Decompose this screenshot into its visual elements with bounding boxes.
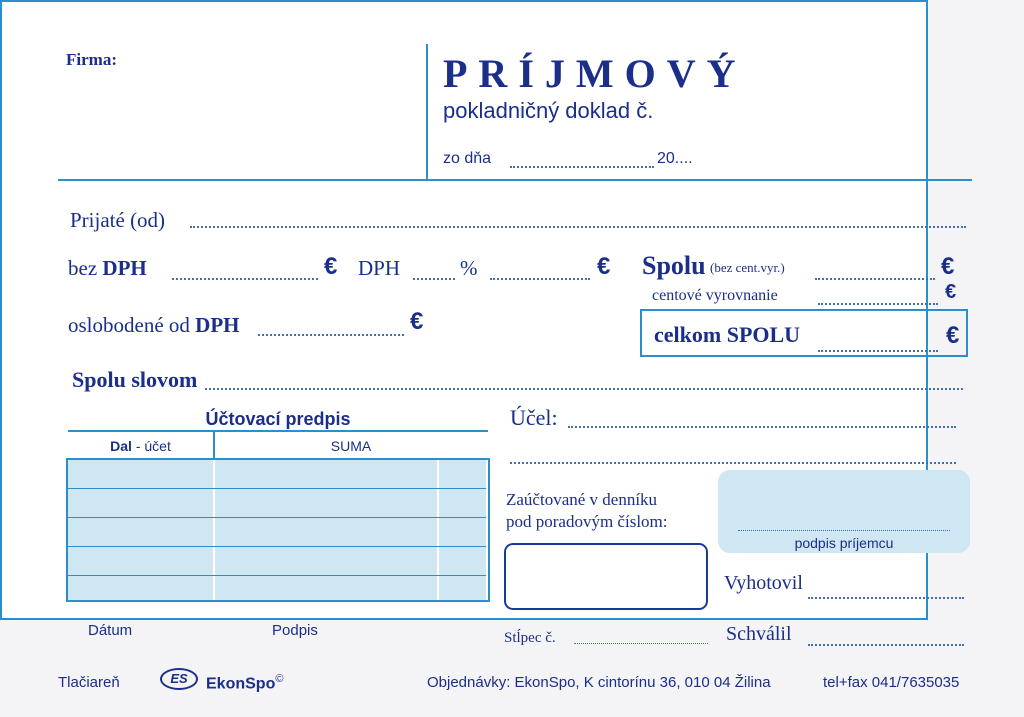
schvalil-field[interactable] <box>808 644 964 646</box>
table-row-line <box>68 517 486 518</box>
spolu-field[interactable] <box>815 278 935 280</box>
datum-label: Dátum <box>88 622 133 639</box>
table-row-line <box>68 575 486 576</box>
document-title: PRÍJMOVÝ <box>443 51 747 96</box>
suma-label: SUMA <box>330 438 372 454</box>
bez-dph-field[interactable] <box>172 278 318 280</box>
podpis-label: Podpis <box>272 622 318 639</box>
bez-label: bez <box>68 256 98 280</box>
ucet-label: - účet <box>135 438 171 454</box>
centove-field[interactable] <box>818 303 938 305</box>
celkom-field[interactable] <box>818 350 938 352</box>
stlpec-label: Stĺpec č. <box>504 630 556 646</box>
euro-sign: € <box>941 253 955 280</box>
table-left-border <box>66 458 68 602</box>
dph-rate-field[interactable] <box>413 278 455 280</box>
spolu-label: Spolu <box>642 251 706 280</box>
prijate-field[interactable] <box>190 226 966 228</box>
table-row-line <box>68 488 486 489</box>
poradove-cislo-box[interactable] <box>504 543 708 610</box>
table-row-line <box>68 546 486 547</box>
date-year: 20.... <box>657 150 693 167</box>
euro-sign: € <box>945 281 957 303</box>
table-top-line <box>68 430 488 432</box>
vyhotovil-label: Vyhotovil <box>724 572 803 594</box>
dph-amount-field[interactable] <box>490 278 590 280</box>
orders-address: Objednávky: EkonSpo, K cintorínu 36, 010 04 Žilina <box>427 674 771 691</box>
dal-label: Dal <box>110 438 132 454</box>
zauctovane-line-2: pod poradovým číslom: <box>506 512 668 531</box>
podpis-prijemcu-line <box>738 530 950 531</box>
zauctovane-line-1: Zaúčtované v denníku <box>506 490 658 509</box>
podpis-prijemcu-label: podpis príjemcu <box>794 535 894 551</box>
vyhotovil-field[interactable] <box>808 597 964 599</box>
date-field[interactable] <box>510 166 654 168</box>
printer-label: Tlačiareň <box>58 674 120 691</box>
table-bottom-line <box>66 600 490 602</box>
dph-label: DPH <box>102 256 147 280</box>
phone-fax: tel+fax 041/7635035 <box>823 674 960 691</box>
header-separator <box>58 179 972 181</box>
euro-sign: € <box>946 322 960 349</box>
header-col-divider <box>213 432 215 458</box>
ucel-field-1[interactable] <box>568 426 956 428</box>
prijate-label: Prijaté (od) <box>70 208 166 232</box>
table-right-border <box>488 458 490 602</box>
euro-sign: € <box>324 253 338 280</box>
date-prefix: zo dňa <box>443 150 492 167</box>
document-subtitle: pokladničný doklad č. <box>443 98 654 123</box>
euro-sign: € <box>597 253 611 280</box>
brand-name: EkonSpo <box>206 675 276 693</box>
ucel-field-2[interactable] <box>510 462 956 464</box>
stlpec-field[interactable] <box>574 643 708 644</box>
oslobodene-label: oslobodené od <box>68 313 190 337</box>
table-col-suma[interactable] <box>215 460 437 600</box>
table-col-cents[interactable] <box>439 460 486 600</box>
oslobodene-field[interactable] <box>258 334 404 336</box>
oslobodene-dph-label: DPH <box>195 313 240 337</box>
table-col-ucet[interactable] <box>68 460 213 600</box>
centove-label: centové vyrovnanie <box>652 287 778 304</box>
ucel-label: Účel: <box>510 405 558 430</box>
celkom-label: celkom SPOLU <box>654 322 801 347</box>
dph-rate-label: DPH <box>358 256 401 280</box>
header-divider <box>426 44 428 180</box>
euro-sign: € <box>410 308 424 335</box>
copyright-mark: © <box>275 673 284 685</box>
firma-label: Firma: <box>66 50 117 69</box>
accounting-title: Účtovací predpis <box>205 409 351 429</box>
schvalil-label: Schválil <box>726 623 792 645</box>
spolu-note: (bez cent.vyr.) <box>710 260 785 275</box>
ekonspo-logo-icon: ES <box>160 668 198 690</box>
slovom-field[interactable] <box>205 388 963 390</box>
percent-label: % <box>460 256 478 280</box>
slovom-label: Spolu slovom <box>72 367 198 392</box>
